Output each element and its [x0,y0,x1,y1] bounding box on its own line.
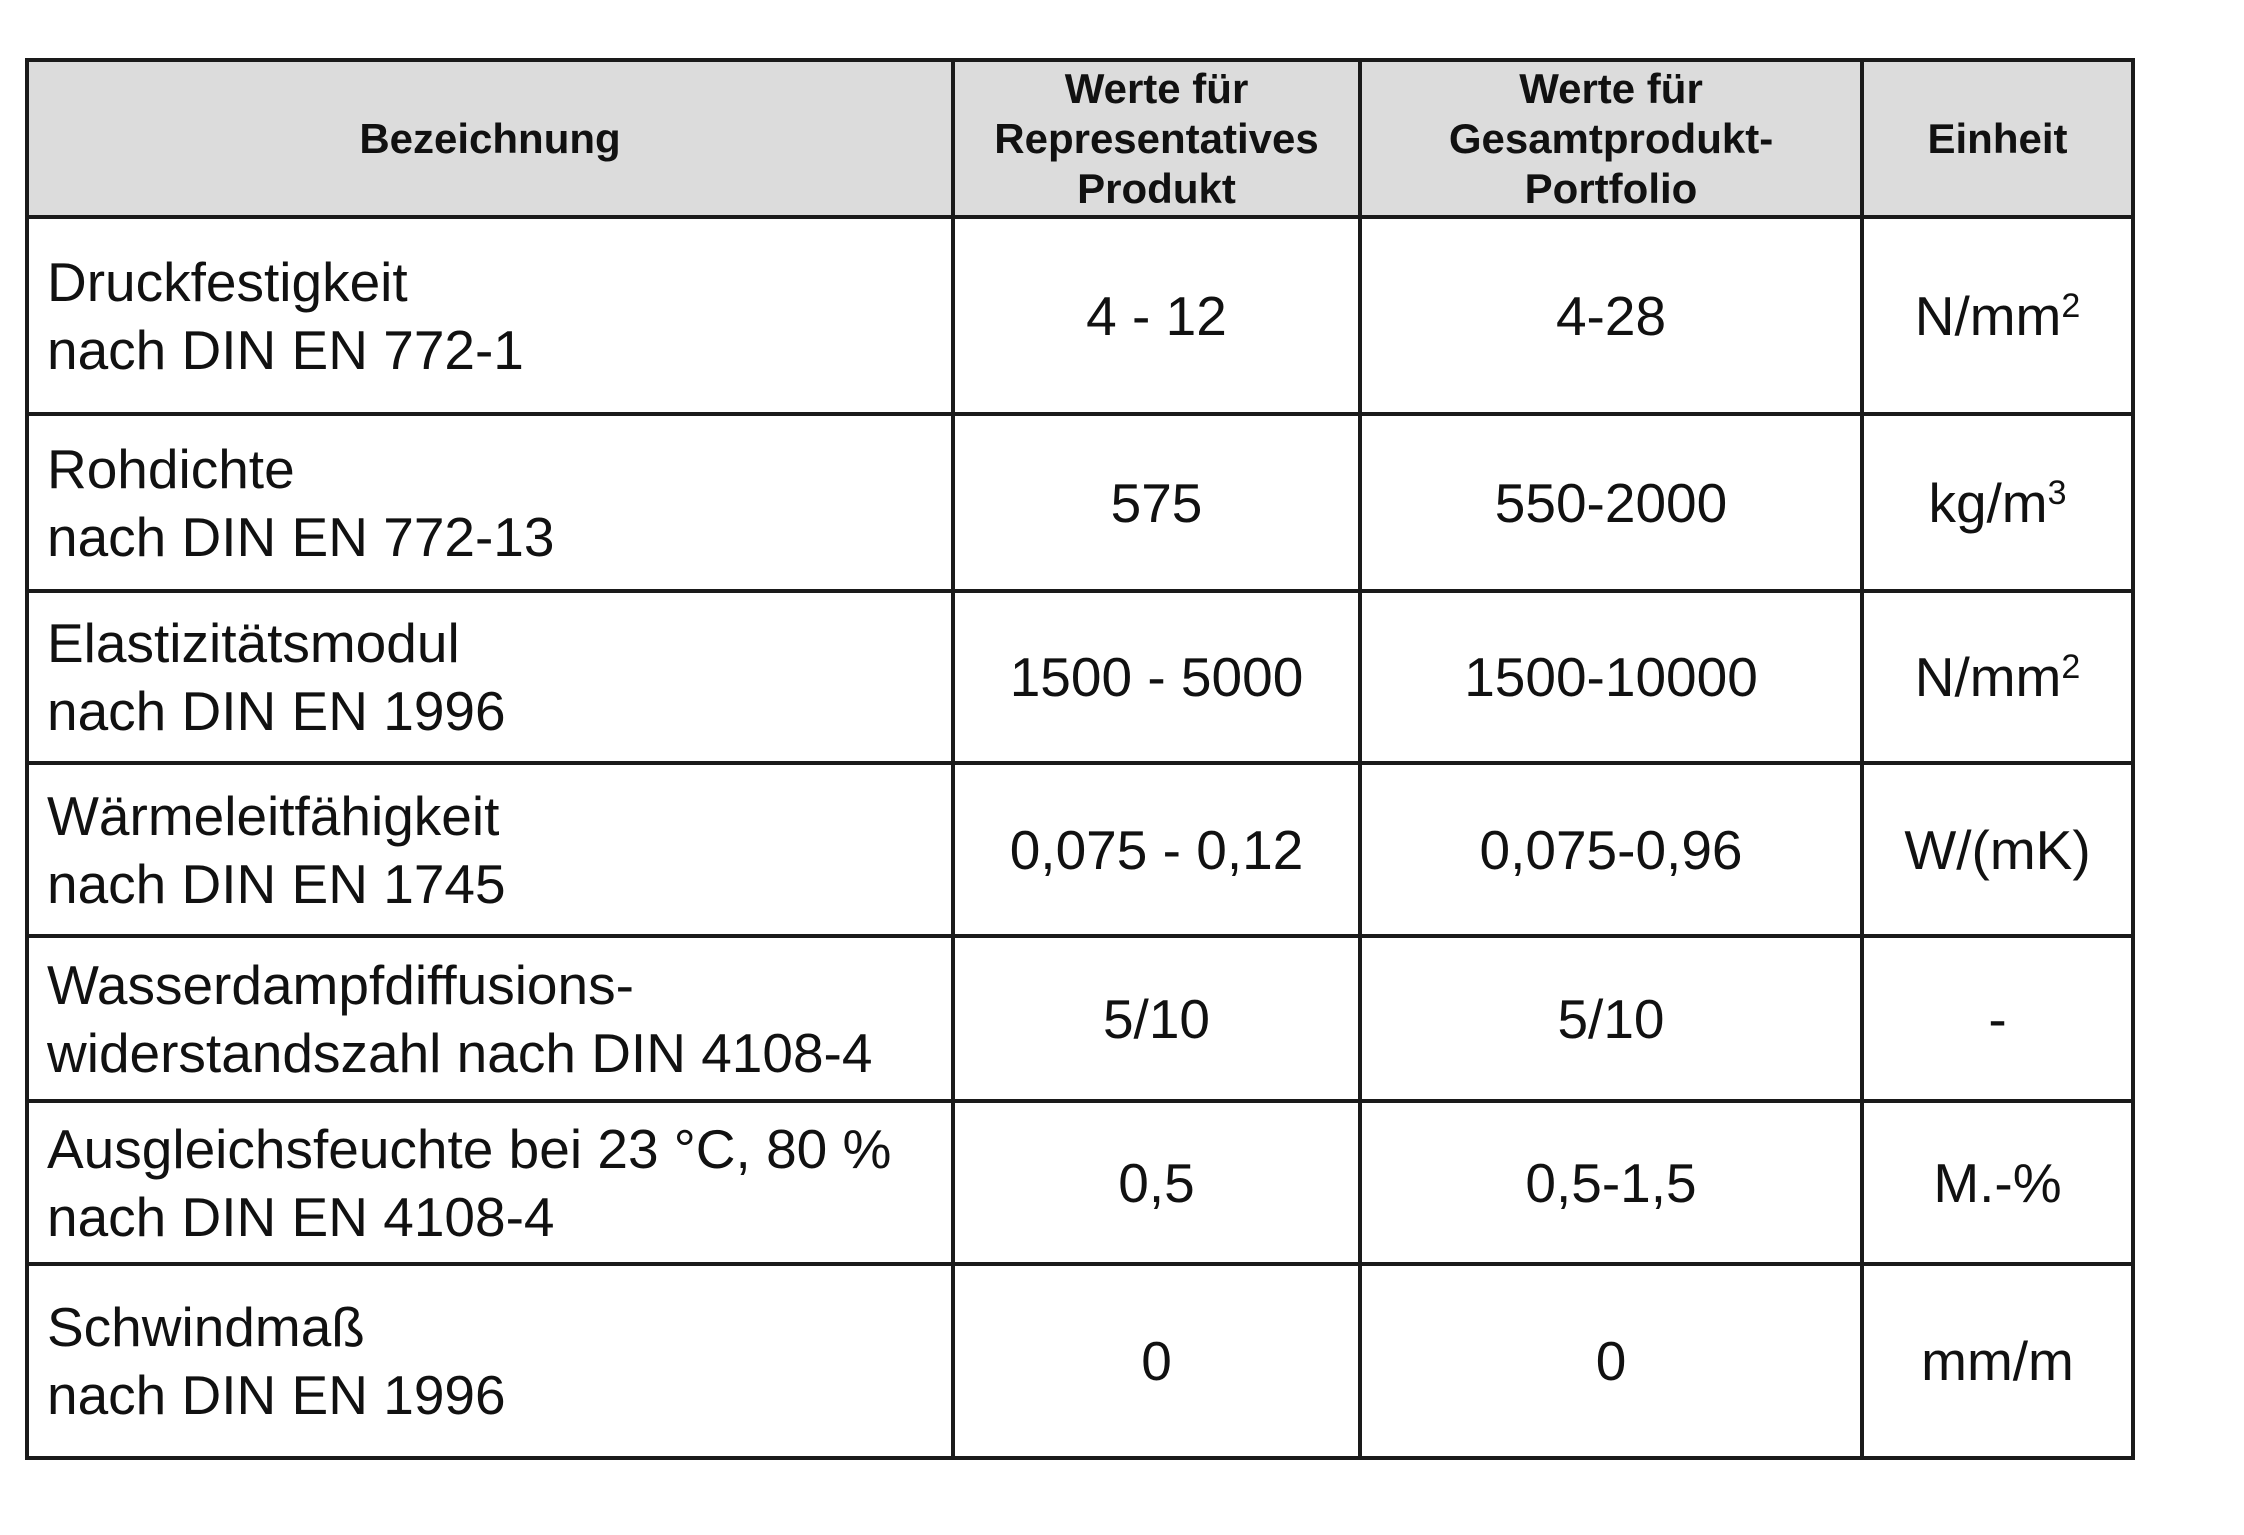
representative-value: 5/10 [953,936,1360,1101]
table-row [27,1264,2133,1458]
property-name: Elastizitätsmodul nach DIN EN 1996 [27,591,953,763]
table-row [27,763,2133,936]
representative-value: 0 [953,1264,1360,1458]
representative-value: 0,075 - 0,12 [953,763,1360,936]
portfolio-value: 0,5-1,5 [1360,1101,1862,1264]
portfolio-value: 0 [1360,1264,1862,1458]
property-name: Schwindmaß nach DIN EN 1996 [27,1264,953,1458]
header-representative: Werte für Representatives Produkt [953,60,1360,217]
unit-value: M.-% [1862,1101,2133,1264]
unit-value: mm/m [1862,1264,2133,1458]
table-row [27,414,2133,591]
properties-table [25,58,2135,1460]
representative-value: 575 [953,414,1360,591]
property-name: Ausgleichsfeuchte bei 23 °C, 80 % nach DIN EN 4108-4 [27,1101,953,1264]
representative-value: 1500 - 5000 [953,591,1360,763]
header-row [27,60,2133,217]
property-name: Druckfestigkeit nach DIN EN 772-1 [27,217,953,414]
header-name: Bezeichnung [27,60,953,217]
portfolio-value: 5/10 [1360,936,1862,1101]
property-name: Wasserdampfdiffusions- widerstandszahl nach DIN 4108-4 [27,936,953,1101]
property-name: Wärmeleitfähigkeit nach DIN EN 1745 [27,763,953,936]
representative-value: 4 - 12 [953,217,1360,414]
unit-value: W/(mK) [1862,763,2133,936]
portfolio-value: 4-28 [1360,217,1862,414]
table-row [27,217,2133,414]
table-row [27,1101,2133,1264]
portfolio-value: 0,075-0,96 [1360,763,1862,936]
unit-value: $N/mm^2$ [1862,591,2133,763]
representative-value: 0,5 [953,1101,1360,1264]
header-unit: Einheit [1862,60,2133,217]
unit-value: $kg/m^3$ [1862,414,2133,591]
table-row [27,591,2133,763]
header-portfolio: Werte für Gesamtprodukt- Portfolio [1360,60,1862,217]
portfolio-value: 550-2000 [1360,414,1862,591]
unit-value: - [1862,936,2133,1101]
table-row [27,936,2133,1101]
property-name: Rohdichte nach DIN EN 772-13 [27,414,953,591]
portfolio-value: 1500-10000 [1360,591,1862,763]
unit-value: $N/mm^2$ [1862,217,2133,414]
